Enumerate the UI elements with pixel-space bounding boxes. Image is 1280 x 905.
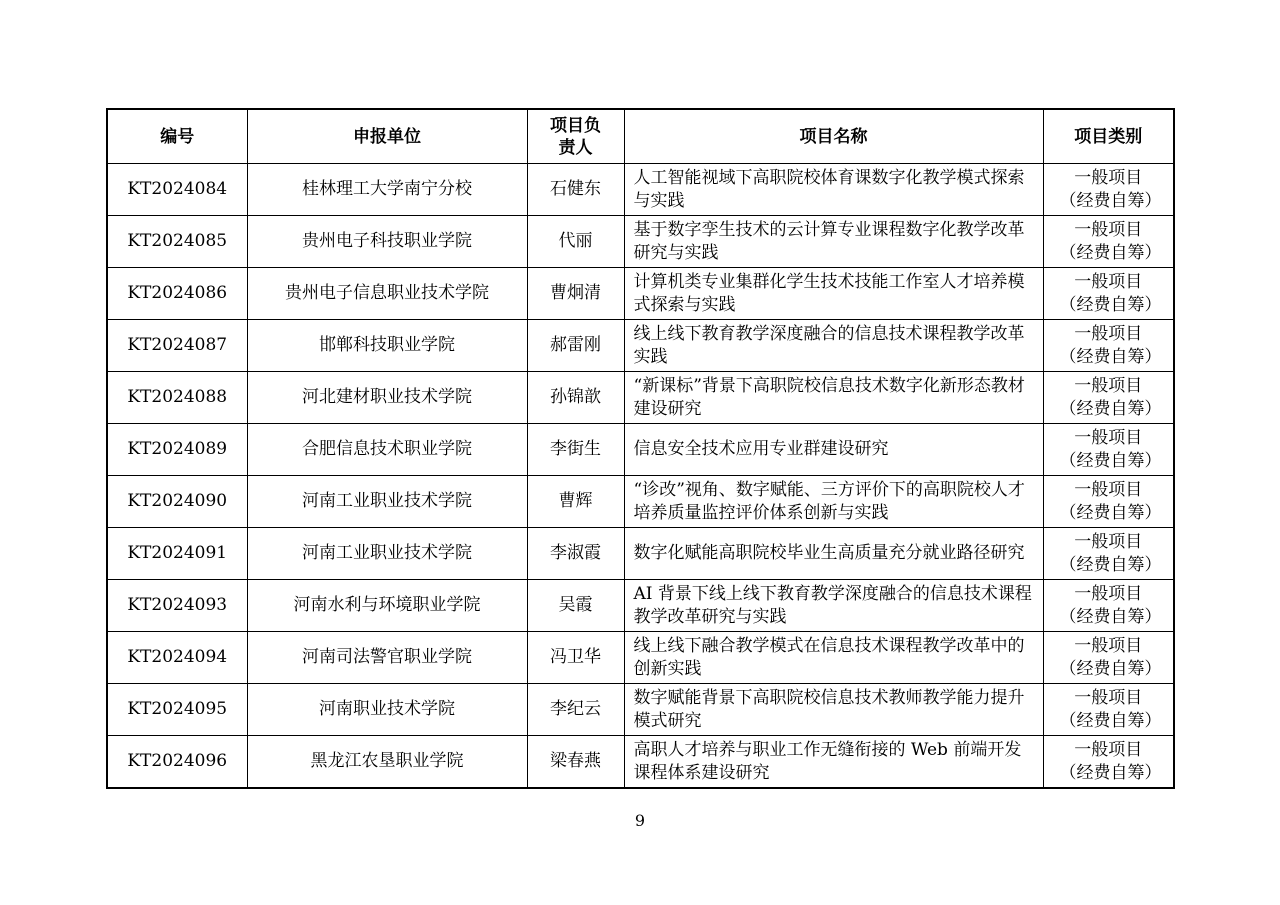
project-id: KT2024094 bbox=[107, 632, 247, 684]
table-row bbox=[107, 528, 1174, 580]
project-id: KT2024093 bbox=[107, 580, 247, 632]
project-leader: 李纪云 bbox=[527, 684, 624, 736]
header-id: 编号 bbox=[107, 109, 247, 164]
table-row bbox=[107, 320, 1174, 372]
project-type: 一般项目（经费自筹） bbox=[1043, 632, 1174, 684]
project-type: 一般项目（经费自筹） bbox=[1043, 476, 1174, 528]
applicant-unit: 贵州电子科技职业学院 bbox=[247, 216, 527, 268]
project-id: KT2024088 bbox=[107, 372, 247, 424]
table-row bbox=[107, 580, 1174, 632]
table-row bbox=[107, 424, 1174, 476]
project-table bbox=[106, 108, 1175, 789]
project-leader: 梁春燕 bbox=[527, 736, 624, 789]
project-type: 一般项目（经费自筹） bbox=[1043, 580, 1174, 632]
project-name: 数字化赋能高职院校毕业生高质量充分就业路径研究 bbox=[624, 528, 1043, 580]
project-id: KT2024090 bbox=[107, 476, 247, 528]
applicant-unit: 桂林理工大学南宁分校 bbox=[247, 164, 527, 216]
project-leader: 石健东 bbox=[527, 164, 624, 216]
project-type: 一般项目（经费自筹） bbox=[1043, 424, 1174, 476]
table-row bbox=[107, 736, 1174, 789]
project-name: 数字赋能背景下高职院校信息技术教师教学能力提升模式研究 bbox=[624, 684, 1043, 736]
applicant-unit: 河北建材职业技术学院 bbox=[247, 372, 527, 424]
project-name: “诊改”视角、数字赋能、三方评价下的高职院校人才培养质量监控评价体系创新与实践 bbox=[624, 476, 1043, 528]
project-type: 一般项目（经费自筹） bbox=[1043, 528, 1174, 580]
project-name: 线上线下教育教学深度融合的信息技术课程教学改革实践 bbox=[624, 320, 1043, 372]
project-type: 一般项目（经费自筹） bbox=[1043, 164, 1174, 216]
table-row bbox=[107, 268, 1174, 320]
project-id: KT2024086 bbox=[107, 268, 247, 320]
project-id: KT2024084 bbox=[107, 164, 247, 216]
project-leader: 冯卫华 bbox=[527, 632, 624, 684]
applicant-unit: 河南司法警官职业学院 bbox=[247, 632, 527, 684]
applicant-unit: 河南工业职业技术学院 bbox=[247, 476, 527, 528]
project-leader: 曹炯清 bbox=[527, 268, 624, 320]
header-name: 项目名称 bbox=[624, 109, 1043, 164]
project-name: 人工智能视域下高职院校体育课数字化教学模式探索与实践 bbox=[624, 164, 1043, 216]
project-leader: 吴霞 bbox=[527, 580, 624, 632]
table-row bbox=[107, 632, 1174, 684]
project-name: 信息安全技术应用专业群建设研究 bbox=[624, 424, 1043, 476]
table-row bbox=[107, 684, 1174, 736]
project-name: 线上线下融合教学模式在信息技术课程教学改革中的创新实践 bbox=[624, 632, 1043, 684]
page-number: 9 bbox=[634, 811, 646, 830]
project-name: 高职人才培养与职业工作无缝衔接的 Web 前端开发课程体系建设研究 bbox=[624, 736, 1043, 789]
project-leader: 郝雷刚 bbox=[527, 320, 624, 372]
project-name: 计算机类专业集群化学生技术技能工作室人才培养模式探索与实践 bbox=[624, 268, 1043, 320]
applicant-unit: 河南职业技术学院 bbox=[247, 684, 527, 736]
applicant-unit: 合肥信息技术职业学院 bbox=[247, 424, 527, 476]
table-row bbox=[107, 476, 1174, 528]
project-type: 一般项目（经费自筹） bbox=[1043, 684, 1174, 736]
project-type: 一般项目（经费自筹） bbox=[1043, 268, 1174, 320]
table-row bbox=[107, 164, 1174, 216]
project-type: 一般项目（经费自筹） bbox=[1043, 320, 1174, 372]
applicant-unit: 贵州电子信息职业技术学院 bbox=[247, 268, 527, 320]
applicant-unit: 河南水利与环境职业学院 bbox=[247, 580, 527, 632]
project-id: KT2024095 bbox=[107, 684, 247, 736]
header-row bbox=[107, 109, 1174, 164]
project-name: 基于数字孪生技术的云计算专业课程数字化教学改革研究与实践 bbox=[624, 216, 1043, 268]
table-row bbox=[107, 372, 1174, 424]
project-id: KT2024085 bbox=[107, 216, 247, 268]
header-unit: 申报单位 bbox=[247, 109, 527, 164]
project-id: KT2024091 bbox=[107, 528, 247, 580]
table-row bbox=[107, 216, 1174, 268]
project-leader: 代丽 bbox=[527, 216, 624, 268]
project-type: 一般项目（经费自筹） bbox=[1043, 372, 1174, 424]
project-type: 一般项目（经费自筹） bbox=[1043, 736, 1174, 789]
header-leader: 项目负责人 bbox=[527, 109, 624, 164]
project-leader: 李街生 bbox=[527, 424, 624, 476]
header-type: 项目类别 bbox=[1043, 109, 1174, 164]
project-name: “新课标”背景下高职院校信息技术数字化新形态教材建设研究 bbox=[624, 372, 1043, 424]
project-type: 一般项目（经费自筹） bbox=[1043, 216, 1174, 268]
project-leader: 孙锦歆 bbox=[527, 372, 624, 424]
project-id: KT2024089 bbox=[107, 424, 247, 476]
applicant-unit: 黑龙江农垦职业学院 bbox=[247, 736, 527, 789]
project-name: AI 背景下线上线下教育教学深度融合的信息技术课程教学改革研究与实践 bbox=[624, 580, 1043, 632]
project-id: KT2024087 bbox=[107, 320, 247, 372]
project-leader: 李淑霞 bbox=[527, 528, 624, 580]
applicant-unit: 河南工业职业技术学院 bbox=[247, 528, 527, 580]
applicant-unit: 邯郸科技职业学院 bbox=[247, 320, 527, 372]
project-id: KT2024096 bbox=[107, 736, 247, 789]
project-leader: 曹辉 bbox=[527, 476, 624, 528]
